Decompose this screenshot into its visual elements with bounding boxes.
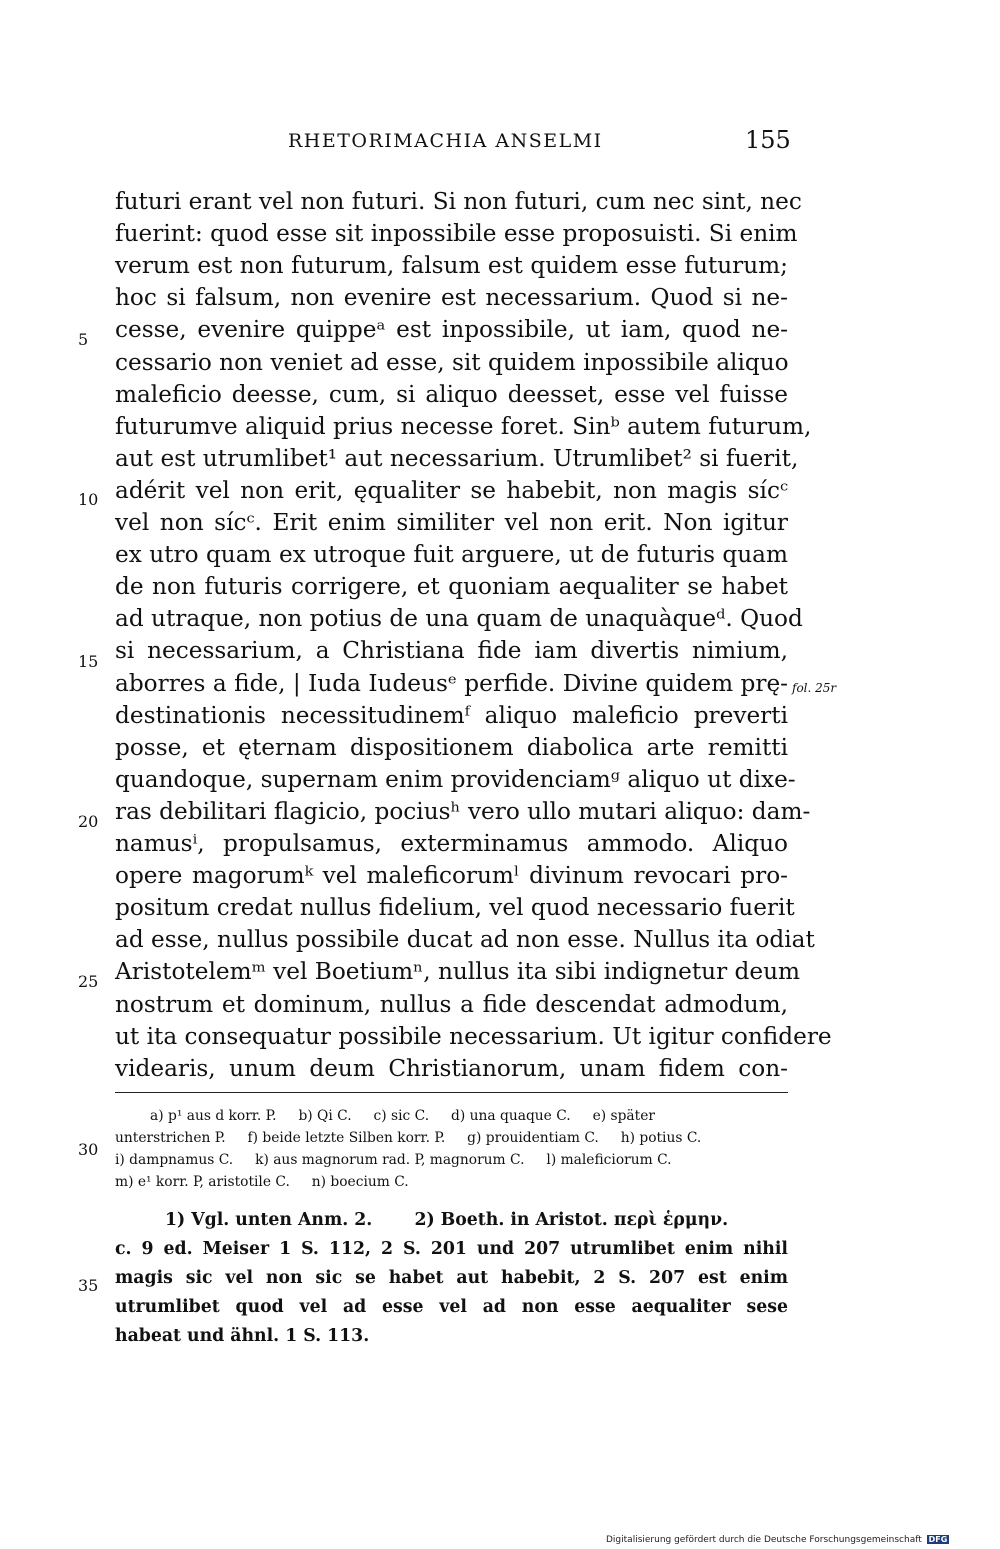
apparatus-line: a) p¹ aus d korr. P. b) Qi C. c) sic C. d) una quaque C. e) später bbox=[150, 1108, 655, 1124]
text-line: nostrum et dominum, nullus a fide descendat admodum, bbox=[115, 990, 788, 1018]
text-line: adérit vel non erit, ęqualiter se habebit, non magis sícᶜ bbox=[115, 476, 788, 504]
page-number: 155 bbox=[745, 126, 791, 154]
text-line: namusⁱ, propulsamus, exterminamus ammodo. Aliquo bbox=[115, 830, 788, 857]
line-number: 35 bbox=[78, 1276, 99, 1295]
digitization-credit bbox=[606, 1535, 949, 1545]
margin-note-folio: fol. 25r bbox=[792, 681, 837, 695]
text-line: de non futuris corrigere, et quoniam aequaliter se habet bbox=[115, 573, 788, 601]
text-line: videaris, unum deum Christianorum, unam fidem con- bbox=[115, 1054, 788, 1082]
text-line: hoc si falsum, non evenire est necessarium. Quod si ne- bbox=[115, 284, 788, 312]
apparatus-line: i) dampnamus C. k) aus magnorum rad. P, magnorum C. l) maleficiorum C. bbox=[115, 1152, 672, 1168]
text-line: cessario non veniet ad esse, sit quidem inpossibile aliquo bbox=[115, 348, 789, 376]
text-line: quandoque, supernam enim providenciamᵍ aliquo ut dixe- bbox=[115, 765, 796, 793]
text-line: maleficio deesse, cum, si aliquo deesset, esse vel fuisse bbox=[115, 380, 788, 408]
line-number: 10 bbox=[78, 490, 99, 509]
apparatus-line: m) e¹ korr. P, aristotile C. n) boecium C. bbox=[115, 1174, 409, 1190]
text-line: ras debilitari flagicio, pociusʰ vero ullo mutari aliquo: dam- bbox=[115, 797, 811, 825]
note-line: habeat und ähnl. 1 S. 113. bbox=[115, 1326, 370, 1346]
text-line: vel non sícᶜ. Erit enim similiter vel non erit. Non igitur bbox=[115, 509, 788, 536]
line-number: 20 bbox=[78, 812, 99, 831]
text-line: futuri erant vel non futuri. Si non futuri, cum nec sint, nec bbox=[115, 188, 802, 215]
credit-text: Digitalisierung gefördert durch die Deutsche Forschungsgemeinschaft bbox=[606, 1535, 922, 1545]
running-title: RHETORIMACHIA ANSELMI bbox=[288, 130, 603, 152]
text-line: aborres a fide, | Iuda Iudeusᵉ perfide. Divine quidem prę- bbox=[115, 669, 788, 697]
apparatus-line: unterstrichen P. f) beide letzte Silben korr. P. g) prouidentiam C. h) potius C. bbox=[115, 1130, 702, 1146]
text-line: opere magorumᵏ vel maleficorumˡ divinum revocari pro- bbox=[115, 862, 788, 890]
note-line: utrumlibet quod vel ad esse vel ad non esse aequaliter sese bbox=[115, 1297, 788, 1317]
text-line: positum credat nullus fidelium, vel quod necessario fuerit bbox=[115, 894, 795, 922]
footnote-rule bbox=[115, 1092, 788, 1093]
text-line: aut est utrumlibet¹ aut necessarium. Utrumlibet² si fuerit, bbox=[115, 444, 799, 472]
text-line: destinationis necessitudinemᶠ aliquo maleficio preverti bbox=[115, 701, 788, 729]
text-line: posse, et ęternam dispositionem diabolica arte remitti bbox=[115, 733, 788, 761]
text-line: ex utro quam ex utroque fuit arguere, ut de futuris quam bbox=[115, 541, 788, 569]
line-number: 25 bbox=[78, 972, 99, 991]
line-number: 15 bbox=[78, 652, 99, 671]
text-line: fuerint: quod esse sit inpossibile esse proposuisti. Si enim bbox=[115, 220, 798, 248]
note-line: c. 9 ed. Meiser 1 S. 112, 2 S. 201 und 207 utrumlibet enim nihil bbox=[115, 1239, 788, 1259]
text-line: futurumve aliquid prius necesse foret. Sinᵇ autem futurum, bbox=[115, 412, 812, 440]
dfg-logo: DFG bbox=[928, 1535, 948, 1544]
text-line: verum est non futurum, falsum est quidem esse futurum; bbox=[115, 252, 788, 280]
text-line: ad esse, nullus possibile ducat ad non esse. Nullus ita odiat bbox=[115, 926, 815, 954]
text-line: si necessarium, a Christiana fide iam divertis nimium, bbox=[115, 637, 788, 665]
note-line: 1) Vgl. unten Anm. 2. 2) Boeth. in Aristot. περὶ ἑρμην. bbox=[165, 1210, 729, 1230]
line-number: 30 bbox=[78, 1140, 99, 1159]
text-line: ad utraque, non potius de una quam de unaquàqueᵈ. Quod bbox=[115, 605, 803, 633]
note-line: magis sic vel non sic se habet aut habebit, 2 S. 207 est enim bbox=[115, 1268, 788, 1288]
text-line: Aristotelemᵐ vel Boetiumⁿ, nullus ita sibi indignetur deum bbox=[115, 958, 801, 986]
line-number: 5 bbox=[78, 330, 89, 349]
text-line: cesse, evenire quippeᵃ est inpossibile, ut iam, quod ne- bbox=[115, 316, 788, 344]
text-line: ut ita consequatur possibile necessarium. Ut igitur confidere bbox=[115, 1022, 832, 1050]
